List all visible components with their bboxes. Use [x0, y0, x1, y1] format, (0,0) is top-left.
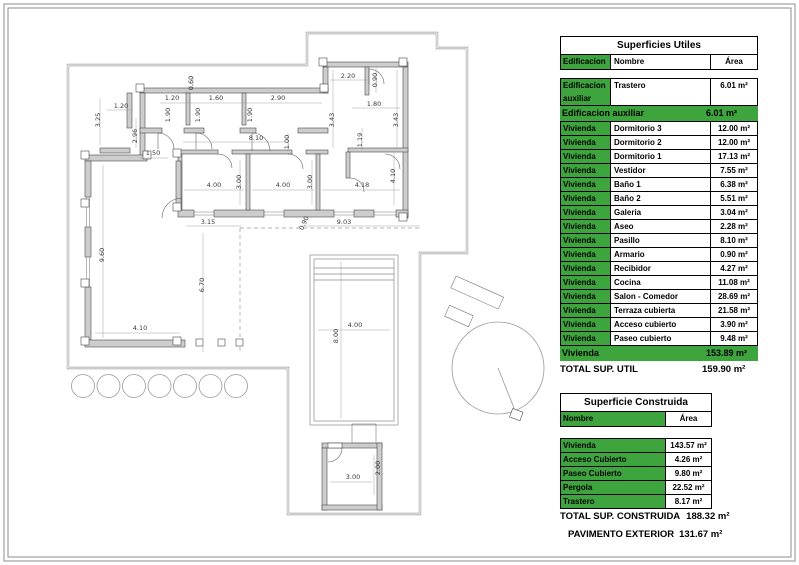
cell-area: 7.55 m² — [720, 166, 748, 175]
dimension-label: 3.15 — [200, 218, 216, 226]
cell-area: 8.10 m² — [720, 236, 748, 245]
cell-area: 8.17 m² — [674, 497, 703, 506]
cell-nombre: Paseo Cubierto — [561, 467, 666, 480]
outbuilding-trastero — [322, 424, 382, 510]
table-row — [561, 262, 757, 276]
table-row — [561, 248, 757, 262]
cell-nombre: Armario — [611, 248, 711, 261]
cell-edificacion: Vivienda — [561, 150, 611, 163]
dimension-label: 2.96 — [131, 128, 139, 144]
col-header-area: Área — [679, 414, 698, 423]
table-row — [561, 439, 711, 453]
dimension-label: 0.60 — [187, 75, 195, 91]
table-row — [561, 164, 757, 178]
dimension-label: 1.00 — [283, 134, 291, 150]
cell-area: 28.69 m² — [717, 292, 751, 301]
cell-area: 0.90 m² — [720, 250, 748, 259]
cell-edificacion: Vivienda — [561, 206, 611, 219]
dimension-label: 9.03 — [336, 218, 352, 226]
cell-nombre: Recibidor — [611, 262, 711, 275]
dimension-label: 1.80 — [366, 100, 382, 108]
cell-nombre: Trastero — [561, 495, 666, 508]
col-header-nombre: Nombre — [561, 412, 666, 426]
cell-nombre: Vestidor — [611, 164, 711, 177]
cell-nombre: Terraza cubierta — [611, 304, 711, 317]
table-row — [561, 220, 757, 234]
cell-nombre: Baño 2 — [611, 192, 711, 205]
large-circle-feature — [445, 276, 544, 421]
subtotal-row-aux — [560, 106, 758, 121]
cell-area: 6.38 m² — [720, 180, 748, 189]
subtotal-value: 6.01 m² — [706, 108, 738, 118]
total-value: 159.90 m² — [702, 364, 746, 375]
cell-area: 12.00 m² — [717, 124, 751, 133]
pergola-dashed-outline — [240, 228, 420, 352]
cell-nombre: Aseo — [611, 220, 711, 233]
table-title: Superficies Utiles — [560, 36, 758, 55]
table-row — [561, 332, 757, 345]
cell-nombre: Salon - Comedor — [611, 290, 711, 303]
cell-area: 2.28 m² — [720, 222, 748, 231]
dimension-label: 4.10 — [389, 168, 397, 184]
dimension-label: 3.43 — [328, 112, 336, 128]
subtotal-row-vivienda — [560, 346, 758, 361]
col-header-area: Área — [725, 57, 743, 66]
pavimento-value: 131.67 m² — [679, 529, 723, 540]
cell-nombre: Vivienda — [561, 439, 666, 452]
cell-nombre: Dormitorio 2 — [611, 136, 711, 149]
col-header-nombre: Nombre — [611, 55, 711, 69]
dimension-label: 9.60 — [98, 247, 106, 263]
cell-nombre: Acceso Cubierto — [561, 453, 666, 466]
cell-edificacion: Vivienda — [561, 276, 611, 289]
house-walls — [85, 62, 408, 347]
dimension-label: 3.00 — [345, 473, 361, 481]
cell-edificacion: Vivienda — [561, 332, 611, 345]
dimension-label: 1.19 — [356, 132, 364, 148]
cell-edificacion: Vivienda — [561, 192, 611, 205]
superficie-construida-table — [560, 393, 730, 525]
table-row — [561, 453, 711, 467]
cell-area: 3.90 m² — [720, 320, 748, 329]
table-row — [561, 79, 757, 105]
cell-edificacion: Vivienda — [561, 318, 611, 331]
table-row — [561, 276, 757, 290]
table-row — [561, 290, 757, 304]
dimension-label: 4.18 — [354, 181, 370, 189]
table-header — [560, 412, 712, 427]
table-row — [561, 150, 757, 164]
dimension-label: 8.00 — [332, 328, 340, 344]
dimension-label: 1.20 — [164, 94, 180, 102]
cell-area: 6.01 m² — [720, 81, 748, 90]
cell-area: 21.58 m² — [717, 306, 751, 315]
cell-edificacion: Vivienda — [561, 122, 611, 135]
table-row — [561, 136, 757, 150]
table-row — [561, 467, 711, 481]
superficies-utiles-table — [560, 36, 758, 378]
cell-area: 5.51 m² — [720, 194, 748, 203]
cell-area: 143.57 m² — [670, 441, 707, 450]
dimension-label: 3.43 — [392, 112, 400, 128]
cell-area: 4.27 m² — [720, 264, 748, 273]
cell-edificacion: Vivienda — [561, 234, 611, 247]
cell-area: 11.08 m² — [718, 278, 750, 287]
cell-nombre: Paseo cubierto — [611, 332, 711, 345]
dimension-label: 8.10 — [248, 134, 264, 142]
dimension-label: 1.20 — [113, 102, 129, 110]
cell-nombre: Trastero — [611, 79, 711, 105]
dimension-label: 3.25 — [94, 112, 102, 128]
cell-area: 12.00 m² — [717, 138, 751, 147]
cell-nombre: Dormitorio 1 — [611, 150, 711, 163]
subtotal-label: Edificacion auxiliar — [562, 108, 645, 118]
cell-area: 9.80 m² — [674, 469, 703, 478]
cell-area: 17.13 m² — [717, 152, 751, 161]
cell-area: 9.48 m² — [720, 334, 748, 343]
total-sup-util-row — [560, 361, 758, 378]
cell-nombre: Pasillo — [611, 234, 711, 247]
subtotal-value: 153.89 m² — [706, 348, 748, 358]
cell-edificacion: Vivienda — [561, 262, 611, 275]
dimension-label: 6.70 — [198, 277, 206, 293]
cell-edificacion: Vivienda — [561, 164, 611, 177]
cell-edificacion: Vivienda — [561, 248, 611, 261]
dimension-label: 4.10 — [132, 324, 148, 332]
tree-circles — [72, 375, 248, 398]
cell-area: 4.26 m² — [674, 455, 703, 464]
table-row — [561, 304, 757, 318]
table-row — [561, 122, 757, 136]
table-row — [561, 234, 757, 248]
dimension-label: 1.90 — [246, 107, 254, 123]
total-sup-construida-row — [560, 509, 730, 525]
dimension-label: 4.00 — [275, 181, 291, 189]
cell-edificacion: Vivienda — [561, 136, 611, 149]
total-label: TOTAL SUP. CONSTRUIDA — [560, 511, 681, 522]
dimension-label: 1.90 — [164, 107, 172, 123]
cell-edificacion: Vivienda — [561, 304, 611, 317]
dimension-label: 3.00 — [306, 174, 314, 190]
dimension-label: 4.00 — [347, 321, 363, 329]
total-value: 188.32 m² — [686, 511, 730, 522]
cell-nombre: Galeria — [611, 206, 711, 219]
dimension-label: 3.00 — [235, 174, 243, 190]
cell-edificacion: Vivienda — [561, 178, 611, 191]
cell-nombre: Baño 1 — [611, 178, 711, 191]
dimension-label: 2.00 — [374, 460, 382, 476]
table-row — [561, 206, 757, 220]
table-row — [561, 192, 757, 206]
cell-nombre: Cocina — [611, 276, 711, 289]
dimension-label: 0.90 — [371, 72, 379, 88]
pavimento-label: PAVIMENTO EXTERIOR — [568, 529, 675, 540]
total-label: TOTAL SUP. UTIL — [560, 364, 638, 375]
cell-nombre: Pergola — [561, 481, 666, 494]
cell-nombre: Acceso cubierto — [611, 318, 711, 331]
dimension-label: 1.60 — [208, 94, 224, 102]
table-title: Superficie Construida — [560, 393, 712, 412]
swimming-pool — [310, 255, 398, 425]
cell-edificacion: Vivienda — [561, 290, 611, 303]
cell-edificacion: Vivienda — [561, 220, 611, 233]
cell-nombre: Dormitorio 3 — [611, 122, 711, 135]
dimension-label: 1.50 — [145, 149, 161, 157]
table-row — [561, 318, 757, 332]
dimension-label: 1.90 — [194, 107, 202, 123]
table-header — [560, 55, 758, 70]
table-row — [561, 178, 757, 192]
dimension-label: 4.00 — [206, 181, 222, 189]
dimension-label: 0.90 — [297, 214, 311, 232]
cell-area: 22.52 m² — [672, 483, 705, 492]
cell-area: 3.04 m² — [720, 208, 748, 217]
subtotal-label: Vivienda — [562, 348, 599, 358]
cell-edificacion: Edificacion auxiliar — [561, 79, 611, 105]
table-row — [561, 481, 711, 495]
pavimento-exterior-note — [568, 529, 722, 540]
dimension-label: 2.20 — [340, 72, 356, 80]
dimension-label: 2.90 — [270, 94, 286, 102]
col-header-edificacion: Edificacion — [561, 55, 611, 69]
table-row — [561, 495, 711, 508]
